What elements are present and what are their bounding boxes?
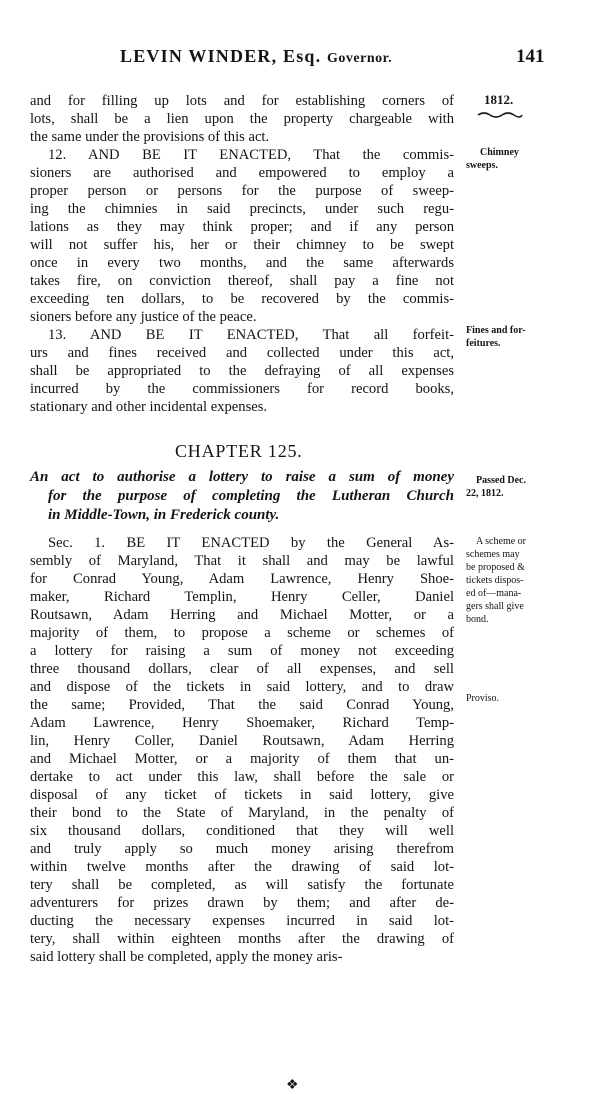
margin-note-line: sweeps.: [466, 160, 498, 171]
text-line: 13. AND BE IT ENACTED, That all forfeit-: [48, 327, 454, 343]
text-line: sembly of Maryland, That it shall and may be lawful: [30, 553, 454, 569]
text-line: and for filling up lots and for establishing corners of: [30, 93, 454, 109]
chapter-heading: CHAPTER 125.: [175, 441, 303, 461]
margin-note-scheme: [466, 535, 586, 626]
text-line: Adam Lawrence, Henry Shoemaker, Richard Temp-: [30, 715, 454, 731]
header-title: LEVIN WINDER, Esq.: [120, 46, 328, 66]
text-line: a lottery for raising a sum of money not exceeding: [30, 643, 454, 659]
text-line: tery shall be completed, as will satisfy the fortunate: [30, 877, 454, 893]
margin-note-line: tickets dispos-: [466, 575, 524, 586]
margin-note-fines: [466, 324, 586, 350]
text-line: lots, shall be a lien upon the property chargeable with: [30, 111, 454, 127]
text-line: incurred by the commissioners for record books,: [30, 381, 454, 397]
text-line: ducting the necessary expenses incurred in said lot-: [30, 913, 454, 929]
text-line: majority of them, to propose a scheme or schemes of: [30, 625, 454, 641]
margin-note-line: bond.: [466, 614, 489, 625]
page-number: 141: [516, 46, 545, 67]
margin-note-line: Fines and for-: [466, 325, 526, 336]
page-bottom-mark: ❖: [286, 1078, 299, 1093]
text-line: will not suffer his, her or their chimney to be swept: [30, 237, 454, 253]
text-line: once in every two months, and the same afterwards: [30, 255, 454, 271]
text-line: adventurers for prizes drawn by them; and after de-: [30, 895, 454, 911]
text-line: 12. AND BE IT ENACTED, That the commis-: [48, 147, 454, 163]
margin-note-line: schemes may: [466, 549, 520, 560]
margin-note-line: feitures.: [466, 338, 501, 349]
text-line: stationary and other incidental expenses.: [30, 399, 268, 415]
margin-note-chimney: [466, 146, 600, 172]
text-line: proper person or persons for the purpose of sweep-: [30, 183, 454, 199]
text-line: ing the chimnies in said precincts, under such regu-: [30, 201, 454, 217]
text-line: dertake to act under this law, shall before the sale or: [30, 769, 454, 785]
text-line: urs and fines received and collected under this act,: [30, 345, 454, 361]
text-line: tery, shall within eighteen months after the drawing of: [30, 931, 454, 947]
text-line: exceeding ten dollars, to be recovered by the commis-: [30, 291, 454, 307]
margin-note-line: Proviso.: [466, 693, 500, 704]
text-line: and dispose of the tickets in said lottery, and to draw: [30, 679, 454, 695]
margin-note-line: be proposed &: [466, 562, 525, 573]
running-header: [120, 46, 392, 67]
text-line: their bond to the State of Maryland, in the penalty of: [30, 805, 454, 821]
text-line: maker, Richard Templin, Henry Celler, Daniel: [30, 589, 454, 605]
text-line: sioners before any justice of the peace.: [30, 309, 257, 325]
text-line: Sec. 1. BE IT ENACTED by the General As-: [48, 535, 454, 551]
act-title-line: An act to authorise a lottery to raise a sum of money: [30, 469, 454, 485]
margin-note-line: 22, 1812.: [466, 488, 504, 499]
act-title-line: in Middle-Town, in Frederick county.: [48, 507, 280, 523]
margin-year: 1812.: [484, 92, 514, 107]
text-line: lin, Henry Coller, Daniel Routsawn, Adam Herring: [30, 733, 454, 749]
text-line: the same; Provided, That the said Conrad Young,: [30, 697, 454, 713]
text-line: the same under the provisions of this act.: [30, 129, 270, 145]
margin-note-line: ed of—mana-: [466, 588, 522, 599]
text-line: six thousand dollars, conditioned that they will well: [30, 823, 454, 839]
text-line: three thousand dollars, clear of all expenses, and sell: [30, 661, 454, 677]
act-title-line: for the purpose of completing the Lutheran Church: [48, 488, 454, 504]
text-line: shall be appropriated to the defraying of all expenses: [30, 363, 454, 379]
margin-note-passed: [466, 474, 596, 500]
text-line: and truly apply so much money arising therefrom: [30, 841, 454, 857]
margin-note-line: gers shall give: [466, 601, 524, 612]
text-line: said lottery shall be completed, apply the money aris-: [30, 949, 343, 965]
text-line: within twelve months after the drawing of said lot-: [30, 859, 454, 875]
ornament-flourish: [476, 112, 524, 118]
header-title-governor: Governor.: [327, 51, 393, 66]
text-line: disposal of any ticket of tickets in said lottery, give: [30, 787, 454, 803]
text-line: and Michael Motter, or a majority of them that un-: [30, 751, 454, 767]
text-line: for Conrad Young, Adam Lawrence, Henry Shoe-: [30, 571, 454, 587]
text-line: sioners are authorised and empowered to employ a: [30, 165, 454, 181]
text-line: takes fire, on conviction thereof, shall pay a fine not: [30, 273, 454, 289]
margin-note-line: A scheme or: [476, 536, 526, 547]
margin-note-proviso: [466, 692, 586, 705]
text-line: lations as they may think proper; and if any person: [30, 219, 454, 235]
margin-note-line: Chimney: [480, 147, 519, 158]
text-line: Routsawn, Adam Herring and Michael Motter, or a: [30, 607, 454, 623]
margin-note-line: Passed Dec.: [476, 475, 526, 486]
